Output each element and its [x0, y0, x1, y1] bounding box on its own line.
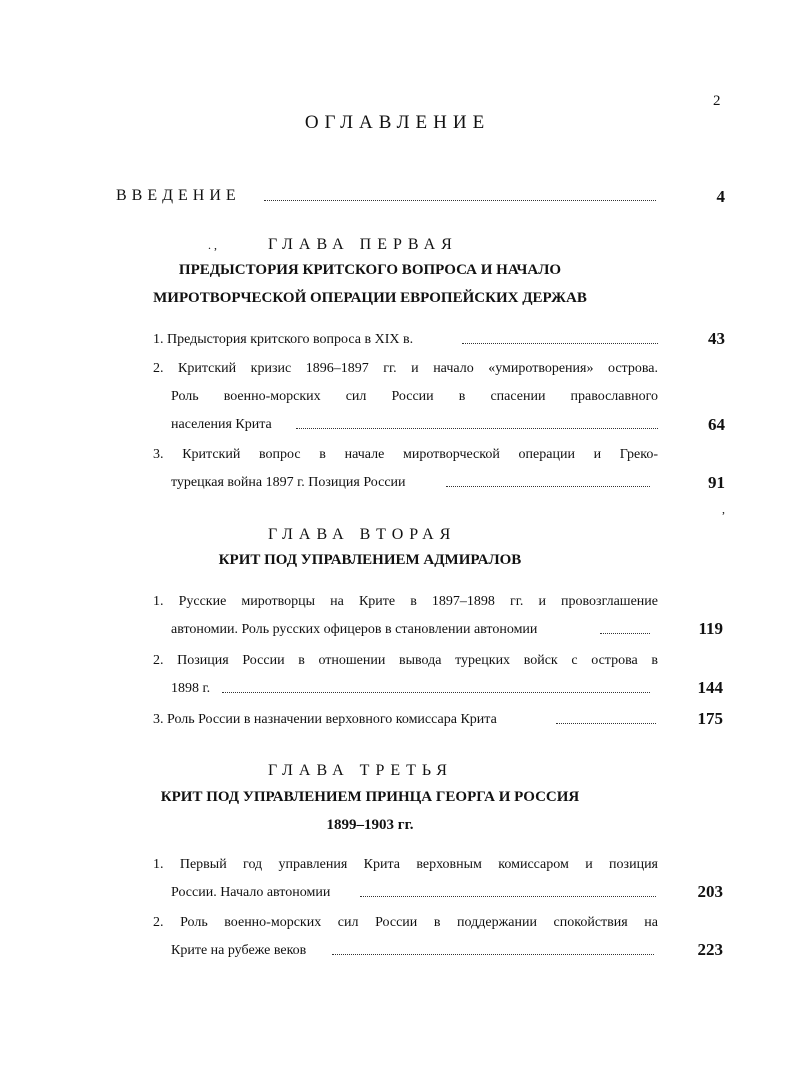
toc-entry-page: 203 — [697, 882, 723, 901]
chapter-2-title-line-1: КРИТ ПОД УПРАВЛЕНИЕМ АДМИРАЛОВ — [218, 552, 522, 568]
toc-entry-text: Роль военно-морских сил России в спасении православного — [171, 389, 658, 404]
toc-entry-text: автономии. Роль русских офицеров в становлении автономии — [171, 622, 538, 637]
toc-leader — [462, 333, 658, 344]
toc-entry-text: 1898 г. — [171, 681, 211, 696]
toc-entry-text: населения Крита — [171, 417, 272, 432]
toc-leader — [222, 682, 650, 693]
toc-leader — [296, 418, 658, 429]
toc-entry-page: 91 — [708, 473, 725, 492]
toc-entry-page: 43 — [708, 329, 725, 348]
toc-leader — [600, 623, 650, 634]
toc-leader — [332, 944, 654, 955]
chapter-3-label: ГЛАВА ТРЕТЬЯ — [268, 762, 453, 779]
toc-entry-page: 119 — [698, 619, 723, 638]
toc-intro-page: 4 — [716, 187, 725, 206]
chapter-1-title-line-1: ПРЕДЫСТОРИЯ КРИТСКОГО ВОПРОСА И НАЧАЛО — [178, 262, 562, 278]
toc-entry-text: 3. Критский вопрос в начале миротворческой операции и Греко- — [153, 447, 658, 462]
chapter-1-title-line-2: МИРОТВОРЧЕСКОЙ ОПЕРАЦИИ ЕВРОПЕЙСКИХ ДЕРЖАВ — [153, 290, 587, 306]
toc-entry-text: турецкая война 1897 г. Позиция России — [171, 475, 406, 490]
toc-intro-label: ВВЕДЕНИЕ — [116, 187, 241, 204]
toc-entry-page: 223 — [697, 940, 723, 959]
chapter-1-label: ГЛАВА ПЕРВАЯ — [268, 236, 458, 253]
toc-entry-text: Крите на рубеже веков — [171, 943, 307, 958]
page-number: 2 — [713, 93, 721, 109]
chapter-3-title-line-2: 1899–1903 гг. — [326, 817, 414, 833]
stray-mark: , — [722, 502, 725, 516]
toc-entry-text: 3. Роль России в назначении верховного комиссара Крита — [153, 712, 497, 727]
toc-entry-text: 1. Предыстория критского вопроса в XIX в. — [153, 332, 414, 347]
toc-entry-page: 144 — [697, 678, 723, 697]
toc-entry-page: 64 — [708, 415, 725, 434]
toc-entry-text: 2. Роль военно-морских сил России в поддержании спокойствия на — [153, 915, 658, 930]
toc-leader — [264, 190, 656, 201]
chapter-3-title-line-1: КРИТ ПОД УПРАВЛЕНИЕМ ПРИНЦА ГЕОРГА И РОССИЯ — [160, 789, 580, 805]
toc-entry-text: 1. Русские миротворцы на Крите в 1897–1898 гг. и провозглашение — [153, 594, 658, 609]
toc-entry-text: России. Начало автономии — [171, 885, 331, 900]
toc-entry-text: 2. Позиция России в отношении вывода турецких войск с острова в — [153, 653, 658, 668]
stray-mark: . , — [208, 238, 217, 252]
toc-leader — [360, 886, 656, 897]
toc-entry-text: 2. Критский кризис 1896–1897 гг. и начало «умиротворения» острова. — [153, 361, 658, 376]
page-title: ОГЛАВЛЕНИЕ — [304, 112, 491, 133]
toc-entry-page: 175 — [697, 709, 723, 728]
toc-leader — [556, 713, 656, 724]
toc-entry-text: 1. Первый год управления Крита верховным комиссаром и позиция — [153, 857, 658, 872]
toc-leader — [446, 476, 650, 487]
chapter-2-label: ГЛАВА ВТОРАЯ — [268, 526, 457, 543]
